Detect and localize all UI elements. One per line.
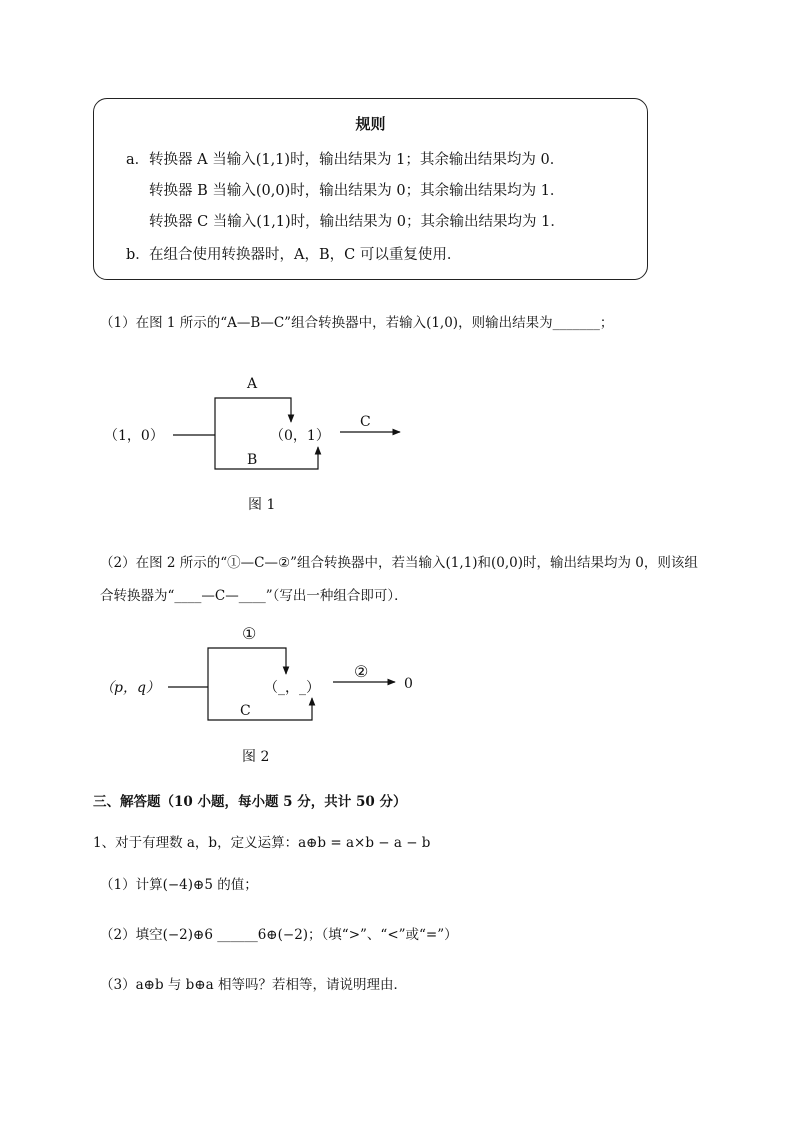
problem-1-part-2: （2）填空(−2)⊕6 ______6⊕(−2)；（填“>”、“<”或“=”） [100, 927, 458, 943]
section-3-heading: 三、解答题（10 小题，每小题 5 分，共计 50 分） [93, 794, 407, 810]
fig2-bottom-label: C [240, 703, 251, 719]
fig2-caption: 图 2 [242, 749, 270, 765]
fig2-input: （p，q） [100, 680, 160, 696]
fig2-top-label: ① [242, 624, 257, 643]
problem-1-part-1: （1）计算(−4)⊕5 的值； [100, 877, 258, 893]
rules-title: 规则 [355, 115, 386, 133]
fig1-out-label: C [360, 414, 371, 430]
rule-a-prefix: a． [126, 152, 150, 168]
problem-1: 1、对于有理数 a，b，定义运算：a⊕b = a×b − a − b [93, 835, 431, 851]
fig1-input: （1，0） [104, 428, 164, 444]
fig2-out-label: ② [354, 662, 369, 681]
question-2-line-1: （2）在图 2 所示的“①—C—②”组合转换器中，若当输入(1,1)和(0,0)时，输出结果均为 0，则该组 [100, 555, 698, 571]
fig1-bottom-label: B [247, 452, 258, 468]
rule-converter-a: 转换器 A 当输入(1,1)时，输出结果为 1；其余输出结果均为 0． [149, 152, 565, 168]
rule-converter-c: 转换器 C 当输入(1,1)时，输出结果为 0；其余输出结果均为 1． [149, 214, 565, 230]
question-2-line-2: 合转换器为“____—C—____”（写出一种组合即可）． [100, 588, 408, 604]
rule-b-prefix: b． [126, 247, 150, 263]
problem-1-part-3: （3）a⊕b 与 b⊕a 相等吗？若相等，请说明理由． [100, 977, 407, 993]
fig2-middle: （_，_） [264, 680, 320, 696]
fig1-middle: （0，1） [270, 428, 330, 444]
fig1-top-label: A [247, 376, 258, 392]
fig1-caption: 图 1 [248, 497, 276, 513]
rule-converter-b: 转换器 B 当输入(0,0)时，输出结果为 0；其余输出结果均为 1． [149, 183, 565, 199]
question-1: （1）在图 1 所示的“A—B—C”组合转换器中，若输入(1,0)，则输出结果为_______； [100, 315, 614, 331]
fig2-output: 0 [404, 676, 413, 692]
rule-reuse: 在组合使用转换器时，A，B，C 可以重复使用． [149, 247, 462, 263]
